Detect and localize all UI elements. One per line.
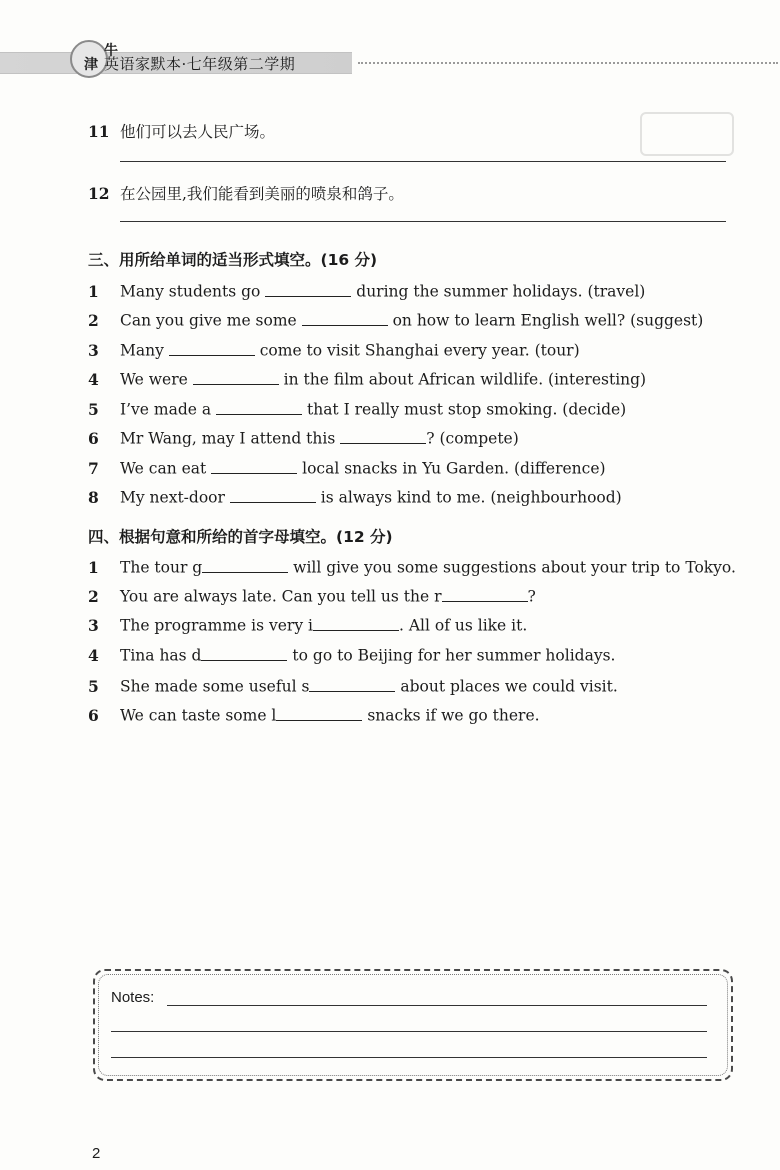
fill-blank[interactable] <box>169 339 255 356</box>
item-text-after: . All of us like it. <box>398 616 528 635</box>
item-number: 4 <box>88 645 99 665</box>
item-text-after: in the film about African wildlife. (interesting) <box>283 370 647 389</box>
item-text-before: The programme is very i <box>120 616 313 635</box>
item-number: 7 <box>88 458 99 478</box>
section-3-item <box>88 368 646 389</box>
section-3-title: 三、用所给单词的适当形式填空。(16 分) <box>88 251 378 269</box>
section-4-item <box>88 614 527 635</box>
section-3-item <box>88 309 703 330</box>
item-text-after: on how to learn English well? (suggest) <box>392 311 704 330</box>
item-text-after: ? (compete) <box>426 429 519 448</box>
item-text-after: to go to Beijing for her summer holidays. <box>292 646 616 665</box>
item-text-after: will give you some suggestions about your trip to Tokyo. <box>293 558 736 577</box>
item-text-after: snacks if we go there. <box>367 706 540 725</box>
fill-blank[interactable] <box>313 614 399 631</box>
item-number: 4 <box>88 369 99 389</box>
notes-label: Notes: <box>111 989 155 1006</box>
section-4-item <box>88 675 618 696</box>
show-through-box <box>640 112 734 156</box>
item-text: 他们可以去人民广场。 <box>120 123 276 141</box>
translation-item-12 <box>88 182 404 204</box>
fill-blank[interactable] <box>201 644 287 661</box>
item-text-after: local snacks in Yu Garden. (difference) <box>302 459 606 478</box>
item-text-before: I’ve made a <box>120 400 212 419</box>
item-text-before: We were <box>120 370 188 389</box>
item-text-before: Mr Wang, may I attend this <box>120 429 336 448</box>
fill-blank[interactable] <box>340 427 426 444</box>
item-text-after: during the summer holidays. (travel) <box>356 282 646 301</box>
item-number: 1 <box>88 281 99 301</box>
section-3-item <box>88 280 645 301</box>
item-text-before: Can you give me some <box>120 311 297 330</box>
section-4-title: 四、根据句意和所给的首字母填空。(12 分) <box>88 528 393 546</box>
item-text-before: She made some useful s <box>120 677 310 696</box>
item-number: 1 <box>88 557 99 577</box>
item-number: 3 <box>88 340 99 360</box>
section-4-item <box>88 585 536 606</box>
item-text-before: Many <box>120 341 164 360</box>
answer-line-12[interactable] <box>120 221 726 222</box>
section-3-item <box>88 339 580 360</box>
notes-line-1[interactable] <box>167 1005 707 1006</box>
section-4-item <box>88 704 540 725</box>
fill-blank[interactable] <box>230 486 316 503</box>
item-number: 6 <box>88 705 99 725</box>
item-text-before: The tour g <box>120 558 203 577</box>
section-3-item <box>88 427 519 448</box>
item-number: 2 <box>88 586 99 606</box>
fill-blank[interactable] <box>193 368 279 385</box>
answer-line-11[interactable] <box>120 161 726 162</box>
item-number: 6 <box>88 428 99 448</box>
logo-char-top: 牛 <box>104 43 118 59</box>
item-text-after: ? <box>527 587 536 606</box>
section-3-item <box>88 486 622 507</box>
item-text-after: come to visit Shanghai every year. (tour) <box>259 341 580 360</box>
fill-blank[interactable] <box>202 556 288 573</box>
item-text-before: We can taste some l <box>120 706 277 725</box>
item-number: 12 <box>88 184 110 203</box>
fill-blank[interactable] <box>442 585 528 602</box>
item-text-before: You are always late. Can you tell us the r <box>120 587 442 606</box>
page-header <box>0 36 780 76</box>
notes-line-2[interactable] <box>111 1031 707 1032</box>
item-number: 2 <box>88 310 99 330</box>
item-number: 5 <box>88 399 99 419</box>
notes-line-3[interactable] <box>111 1057 707 1058</box>
fill-blank[interactable] <box>276 704 362 721</box>
item-number: 8 <box>88 487 99 507</box>
book-title: 英语家默本·七年级第二学期 <box>104 55 296 73</box>
item-text-before: Many students go <box>120 282 261 301</box>
item-text-before: We can eat <box>120 459 207 478</box>
fill-blank[interactable] <box>216 398 302 415</box>
section-3-item <box>88 457 606 478</box>
item-number: 5 <box>88 676 99 696</box>
section-3-item <box>88 398 626 419</box>
item-text-after: is always kind to me. (neighbourhood) <box>320 488 622 507</box>
fill-blank[interactable] <box>309 675 395 692</box>
item-text-after: that I really must stop smoking. (decide) <box>306 400 627 419</box>
item-text-before: Tina has d <box>120 646 202 665</box>
item-number: 3 <box>88 615 99 635</box>
item-text-before: My next-door <box>120 488 225 507</box>
notes-box <box>93 969 733 1081</box>
header-dotted-rule <box>358 62 778 64</box>
item-text: 在公园里,我们能看到美丽的喷泉和鸽子。 <box>120 185 404 203</box>
translation-item-11 <box>88 120 275 142</box>
section-4-item <box>88 644 615 665</box>
fill-blank[interactable] <box>302 309 388 326</box>
fill-blank[interactable] <box>211 457 297 474</box>
page-number: 2 <box>92 1145 101 1162</box>
item-text-after: about places we could visit. <box>400 677 618 696</box>
fill-blank[interactable] <box>265 280 351 297</box>
notes-inner-border <box>98 974 728 1076</box>
logo-char-bottom: 津 <box>84 57 98 73</box>
item-number: 11 <box>88 122 110 141</box>
section-4-item <box>88 556 736 577</box>
